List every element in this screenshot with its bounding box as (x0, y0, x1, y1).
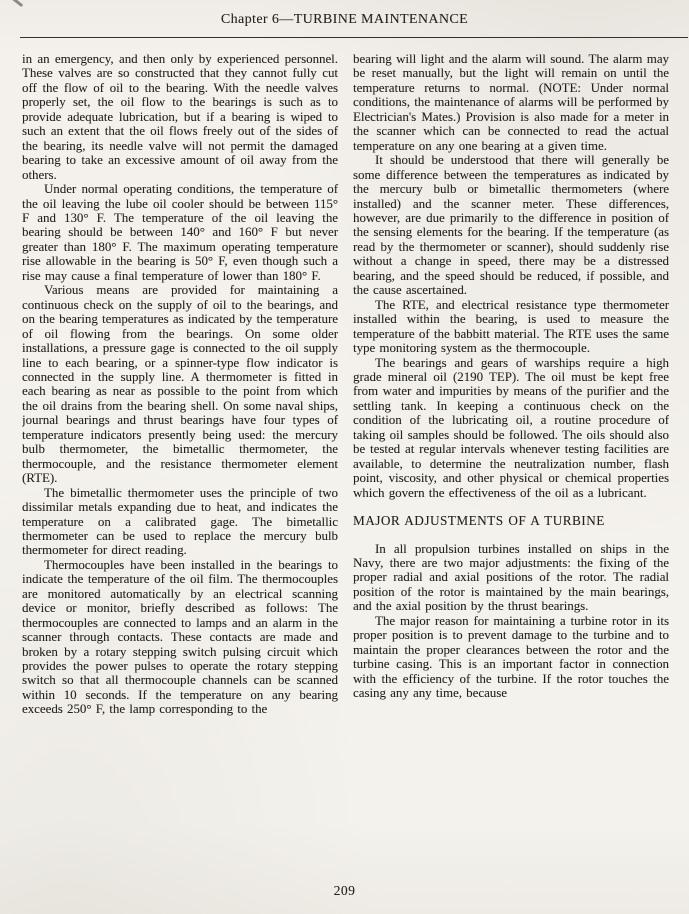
page-number: 209 (333, 883, 356, 898)
scan-artifact (0, 0, 23, 7)
right-column (353, 52, 669, 882)
paragraph: The RTE, and electrical resistance type thermometer installed within the bearing, is used to measure the temperature of the babbitt material. The RTE uses the same type monitoring system as the thermocouple. (353, 297, 669, 356)
paragraph: in an emergency, and then only by experienced personnel. These valves are so constructed that they cannot fully cut off the flow of oil to the bearing. With the needle valves properly set, the oil flow to the bearings is such as to provide adequate lubrication, but if a bearing is wiped to such an extent that the oil flows freely out of the sides of the bearing, its needle valve will not permit the damaged bearing to take an excessive amount of oil away from the others. (22, 52, 338, 182)
left-column (22, 52, 338, 882)
paragraph: Various means are provided for maintaining a continuous check on the supply of oil to the bearings, and on the bearing temperatures as indicated by the temperature of oil flowing from the bearings. On some older installations, a pressure gage is connected to the oil supply line to each bearing, or a spinner-type flow indicator is connected in the supply line. A thermometer is fitted in each bearing as near as possible to the point from which the oil drains from the bearing shell. On some naval ships, journal bearings and thrust bearings have four types of temperature indicators presently being used: the mercury bulb thermometer, the bimetallic thermometer, the thermocouple, and the resistance thermometer element (RTE). (22, 283, 338, 486)
paragraph: In all propulsion turbines installed on ships in the Navy, there are two major adjustments: the fixing of the proper radial and axial positions of the rotor. The radial position of the rotor is maintained by the main bearings, and the axial position by the thrust bearings. (353, 541, 669, 614)
paragraph: It should be understood that there will generally be some difference between the temperatures as indicated by the mercury bulb or bimetallic thermometers (where installed) and the scanner meter. These differences, however, are due primarily to the difference in position of the sensing elements for the bearing. If the temperature (as read by the thermometer or scanner), should suddenly rise without a change in speed, there may be a distressed bearing, and the speed should be reduced, if possible, and the cause ascertained. (353, 153, 669, 298)
paragraph: Thermocouples have been installed in the bearings to indicate the temperature of the oil film. The thermocouples are monitored automatically by an electrical scanning device or monitor, briefly described as follows: The thermocouples are connected to lamps and an alarm in the scanner through contacts. These contacts are made and broken by a rotary stepping switch pulsing circuit which provides the power pulses to operate the rotary stepping switch so that all thermocouple channels can be scanned within 10 seconds. If the temperature on any bearing exceeds 250° F, the lamp corresponding to the (22, 557, 338, 717)
section-heading: MAJOR ADJUSTMENTS OF A TURBINE (353, 513, 605, 529)
paragraph: Under normal operating conditions, the temperature of the oil leaving the lube oil cooler should be between 115° F and 130° F. The temperature of the oil leaving the bearing should be between 140° and 160° F but never greater than 180° F. The maximum operating temperature rise allowable in the bearing is 50° F, even though such a rise may cause a final temperature of lower than 180° F. (22, 182, 338, 283)
header-rule (20, 37, 688, 38)
page-body (22, 52, 669, 882)
paragraph: The major reason for maintaining a turbine rotor in its proper position is to prevent damage to the turbine and to maintain the proper clearances between the rotor and the turbine casing. This is an important factor in connection with the efficiency of the turbine. If the rotor touches the casing any any time, because (353, 613, 669, 701)
paragraph: The bearings and gears of warships require a high grade mineral oil (2190 TEP). The oil must be kept free from water and impurities by means of the purifier and the settling tank. In keeping a continuous check on the condition of the lubricating oil, a routine procedure of taking oil samples should be followed. The oils should also be tested at regular intervals whenever testing facilities are available, to determine the neutralization number, flash point, viscosity, and other physical or chemical properties which govern the effectiveness of the oil as a lubricant. (353, 355, 669, 500)
chapter-header: Chapter 6—TURBINE MAINTENANCE (220, 12, 469, 27)
paragraph: The bimetallic thermometer uses the principle of two dissimilar metals expanding due to heat, and indicates the temperature on a calibrated gage. The bimetallic thermometer can be used to replace the mercury bulb thermometer for direct reading. (22, 485, 338, 558)
paragraph: bearing will light and the alarm will sound. The alarm may be reset manually, but the light will remain on until the temperature returns to normal. (NOTE: Under normal conditions, the maintenance of alarms will be performed by Electrician's Mates.) Provision is also made for a meter in the scanner which can be connected to read the actual temperature on any one bearing at a given time. (353, 52, 669, 153)
